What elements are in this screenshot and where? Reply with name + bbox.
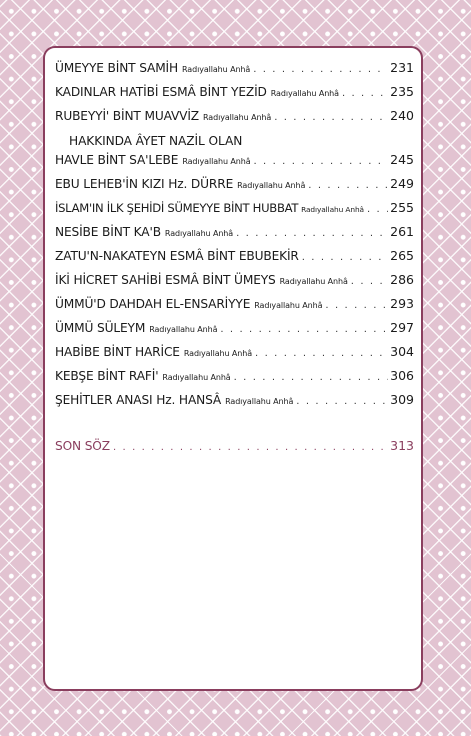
- entry-note: Radıyallahu Anhâ: [254, 301, 323, 310]
- toc-entry: [55, 200, 414, 220]
- entry-note: Radıyallahu Anhâ: [279, 277, 348, 286]
- entry-note: Radıyallahu Anhâ: [183, 349, 253, 358]
- entry-note: Radıyallahu Anhâ: [182, 65, 251, 74]
- entry-title: KADINLAR HATİBİ ESMÂ BİNT YEZİD: [55, 85, 267, 99]
- entry-page: 231: [390, 60, 414, 75]
- toc-subheading: HAKKINDA ÂYET NAZİL OLAN: [69, 134, 243, 148]
- entry-page: 245: [390, 152, 414, 167]
- entry-title: RUBEYYİ' BİNT MUAVVİZ: [55, 109, 200, 123]
- entry-page: 249: [390, 176, 414, 191]
- dot-leader: [234, 372, 389, 383]
- entry-note: Radıyallahu Anhâ: [182, 157, 251, 166]
- dot-leader: [325, 300, 388, 311]
- toc-entry: [55, 392, 414, 412]
- dot-leader: [254, 156, 389, 167]
- dot-leader: [367, 204, 388, 215]
- entry-title: EBU LEHEB'İN KIZI Hz. DÜRRE: [55, 177, 234, 191]
- entry-page: 304: [390, 344, 414, 359]
- entry-note: Radıyallahu Anhâ: [225, 397, 294, 406]
- toc-entry: [55, 320, 414, 340]
- entry-note: Radıyallahu Anhâ: [164, 229, 234, 238]
- entry-title: ŞEHİTLER ANASI Hz. HANSÂ: [55, 393, 222, 407]
- entry-page: 240: [390, 108, 414, 123]
- entry-note: Radıyallahu Anhâ: [270, 89, 339, 98]
- entry-title: NESİBE BİNT KA'B: [55, 225, 161, 239]
- toc-entry: [55, 176, 414, 196]
- entry-title: ZATU'N-NAKATEYN ESMÂ BİNT EBUBEKİR: [55, 249, 299, 263]
- entry-title: ÜMMÜ SÜLEYM: [55, 321, 146, 335]
- toc-card: [43, 46, 423, 691]
- entry-title: ÜMEYYE BİNT SAMİH: [55, 61, 179, 75]
- dot-leader: [351, 276, 388, 287]
- entry-note: Radıyallahu Anhâ: [149, 325, 218, 334]
- entry-page: 255: [390, 200, 414, 215]
- entry-page: 297: [390, 320, 414, 335]
- entry-note: Radıyallahu Anhâ: [301, 205, 364, 214]
- entry-page: 306: [390, 368, 414, 383]
- entry-title: HABİBE BİNT HARİCE: [55, 345, 180, 359]
- toc-entry: [55, 108, 414, 128]
- entry-page: 293: [390, 296, 414, 311]
- entry-title: KEBŞE BİNT RAFİ': [55, 369, 159, 383]
- entry-page: 265: [390, 248, 414, 263]
- toc-entry: [55, 368, 414, 388]
- toc-entry: [55, 296, 414, 316]
- entry-title: ÜMMÜ'D DAHDAH EL-ENSARİYYE: [55, 297, 251, 311]
- toc-entry: [55, 152, 414, 172]
- dot-leader: [274, 112, 388, 123]
- entry-page: 261: [390, 224, 414, 239]
- entry-page: 235: [390, 84, 414, 99]
- entry-title: İKİ HİCRET SAHİBİ ESMÂ BİNT ÜMEYS: [55, 273, 276, 287]
- dot-leader: [113, 442, 388, 453]
- dot-leader: [236, 228, 388, 239]
- entry-title: İSLAM'IN İLK ŞEHİDİ SÜMEYYE BİNT HUBBAT: [55, 201, 299, 215]
- entry-page: 313: [390, 438, 414, 453]
- toc-entry: [55, 60, 414, 80]
- entry-note: Radıyallahu Anhâ: [237, 181, 306, 190]
- dot-leader: [253, 64, 388, 75]
- toc-entry: [55, 84, 414, 104]
- dot-leader: [255, 348, 388, 359]
- toc-entry-final: [55, 438, 414, 458]
- toc-entry: [55, 344, 414, 364]
- toc-entry: [55, 248, 414, 268]
- entry-note: Radıyallahu Anhâ: [203, 113, 272, 122]
- dot-leader: [296, 396, 388, 407]
- dot-leader: [308, 180, 388, 191]
- toc-entry: [55, 272, 414, 292]
- dot-leader: [302, 252, 388, 263]
- entry-title: SON SÖZ: [55, 439, 110, 453]
- dot-leader: [342, 88, 388, 99]
- entry-page: 286: [390, 272, 414, 287]
- toc-entry: [55, 224, 414, 244]
- entry-title: HAVLE BİNT SA'LEBE: [55, 153, 179, 167]
- dot-leader: [220, 324, 388, 335]
- entry-note: Radıyallahu Anhâ: [162, 373, 231, 382]
- entry-page: 309: [390, 392, 414, 407]
